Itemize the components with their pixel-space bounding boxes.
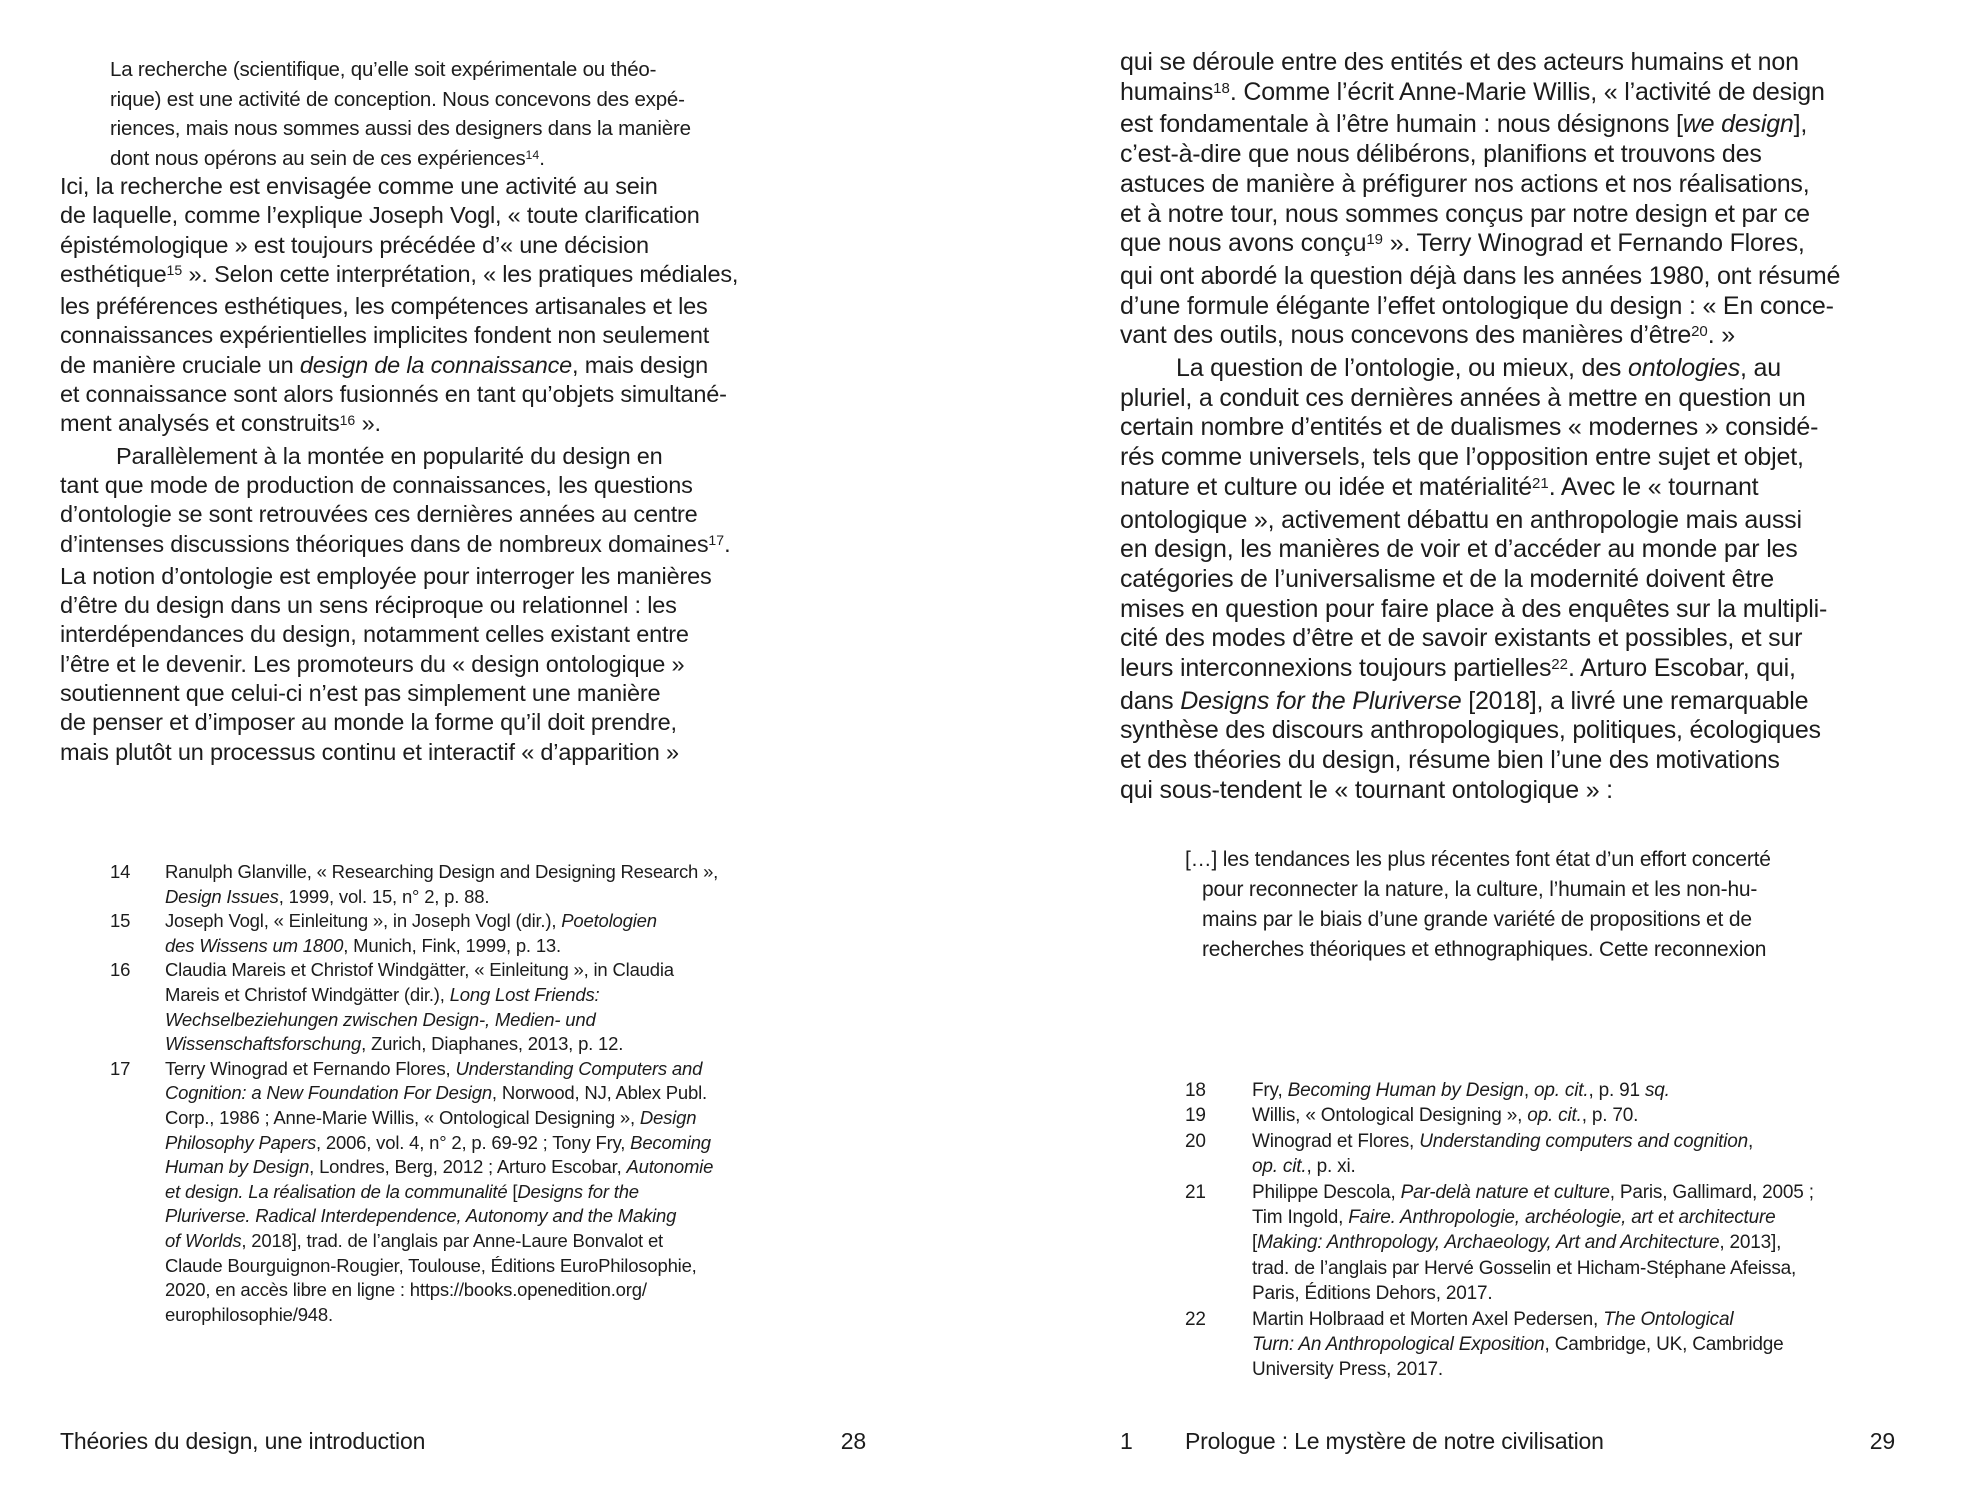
text-line: épistémologique » est toujours précédée d’« une décision	[60, 231, 649, 258]
text-line: Tim Ingold, Faire. Anthropologie, archéologie, art et architecture	[1252, 1207, 1776, 1229]
left-running-footer	[60, 1428, 866, 1455]
footnote-number: 17	[110, 1057, 131, 1079]
left-blockquote	[110, 55, 691, 176]
text-line: Terry Winograd et Fernando Flores, Understanding Computers and	[165, 1057, 703, 1079]
text-line: de laquelle, comme l’explique Joseph Vogl, « toute clarification	[60, 202, 700, 229]
text-line: Martin Holbraad et Morten Axel Pedersen, The Ontological	[1252, 1308, 1734, 1330]
footnote-text	[1252, 1078, 1814, 1103]
text-line: recherches théoriques et ethnographiques. Cette reconnexion	[1202, 938, 1767, 961]
text-line: Cognition: a New Foundation For Design, Norwood, NJ, Ablex Publ.	[165, 1082, 707, 1104]
text-line: esthétique$^{15}$ ». Selon cette interprétation, « les pratiques médiales,	[60, 260, 739, 287]
text-line: d’ontologie se sont retrouvées ces dernières années au centre	[60, 501, 698, 528]
left-running-title: Théories du design, une introduction	[60, 1428, 426, 1454]
footnote-number: 15	[110, 910, 131, 932]
footnote	[110, 958, 718, 1056]
footnote-text	[165, 909, 718, 958]
text-line: Pluriverse. Radical Interdependence, Autonomy and the Making	[165, 1205, 677, 1227]
text-line: pour reconnecter la nature, la culture, l’humain et les non-hu-	[1202, 878, 1758, 901]
text-line: Claudia Mareis et Christof Windgätter, « Einleitung », in Claudia	[165, 959, 674, 981]
text-line: et des théories du design, résume bien l’une des motivations	[1120, 746, 1780, 775]
text-line: Paris, Éditions Dehors, 2017.	[1252, 1283, 1493, 1305]
footnote	[1185, 1307, 1814, 1383]
text-line: et à notre tour, nous sommes conçus par notre design et par ce	[1120, 199, 1810, 228]
text-line: Philippe Descola, Par-delà nature et culture, Paris, Gallimard, 2005 ;	[1252, 1181, 1814, 1203]
text-line: Corp., 1986 ; Anne-Marie Willis, « Ontological Designing », Design	[165, 1106, 697, 1128]
text-line: ontologique », activement débattu en anthropologie mais aussi	[1120, 505, 1802, 534]
text-line: qui se déroule entre des entités et des acteurs humains et non	[1120, 48, 1799, 76]
text-line: l’être et le devenir. Les promoteurs du « design ontologique »	[60, 650, 685, 677]
text-line: pluriel, a conduit ces dernières années à mettre en question un	[1120, 383, 1806, 412]
text-line: mises en question pour faire place à des enquêtes sur la multipli-	[1120, 594, 1828, 623]
left-footnotes	[110, 860, 718, 1327]
text-line: op. cit., p. xi.	[1252, 1156, 1356, 1178]
text-line: Ici, la recherche est envisagée comme une activité au sein	[60, 173, 658, 199]
left-body-text	[60, 172, 738, 767]
footnote-text	[165, 860, 718, 909]
text-line: et connaissance sont alors fusionnés en tant qu’objets simultané-	[60, 381, 727, 408]
right-running-footer	[1120, 1428, 1895, 1455]
text-line: [Making: Anthropology, Archaeology, Art and Architecture, 2013],	[1252, 1232, 1782, 1254]
text-line: certain nombre d’entités et de dualismes « modernes » considé-	[1120, 413, 1819, 442]
footnote-text	[1252, 1180, 1814, 1307]
text-line: astuces de manière à préfigurer nos actions et nos réalisations,	[1120, 169, 1810, 198]
footnote-number: 20	[1185, 1130, 1206, 1152]
text-line: Joseph Vogl, « Einleitung », in Joseph Vogl (dir.), Poetologien	[165, 910, 657, 932]
text-line: cité des modes d’être et de savoir existants et possibles, et sur	[1120, 624, 1803, 653]
text-line: Wechselbeziehungen zwischen Design-, Medien- und	[165, 1008, 596, 1030]
text-line: Willis, « Ontological Designing », op. cit., p. 70.	[1252, 1105, 1639, 1127]
text-line: d’une formule élégante l’effet ontologique du design : « En conce-	[1120, 291, 1834, 320]
text-line: interdépendances du design, notamment celles existant entre	[60, 621, 689, 648]
text-line: Parallèlement à la montée en popularité du design en	[116, 442, 663, 469]
text-line: de manière cruciale un design de la connaissance, mais design	[60, 351, 709, 378]
text-line: of Worlds, 2018], trad. de l’anglais par Anne-Laure Bonvalot et	[165, 1229, 663, 1251]
footnote	[1185, 1180, 1814, 1307]
footnote	[110, 909, 718, 958]
text-line: University Press, 2017.	[1252, 1359, 1443, 1381]
footnote	[110, 860, 718, 909]
text-line: europhilosophie/948.	[165, 1303, 333, 1325]
text-line: leurs interconnexions toujours partielles$^{22}$. Arturo Escobar, qui,	[1120, 654, 1796, 683]
text-line: […] les tendances les plus récentes font état d’un effort concerté	[1185, 848, 1771, 871]
footnote	[110, 1057, 718, 1328]
text-line: Winograd et Flores, Understanding computers and cognition,	[1252, 1130, 1754, 1152]
footnote-number: 14	[110, 861, 131, 882]
text-line: Philosophy Papers, 2006, vol. 4, n° 2, p. 69-92 ; Tony Fry, Becoming	[165, 1131, 711, 1153]
text-line: Wissenschaftsforschung, Zurich, Diaphanes, 2013, p. 12.	[165, 1033, 624, 1055]
text-line: Turn: An Anthropological Exposition, Cambridge, UK, Cambridge	[1252, 1334, 1784, 1356]
footnote-text	[1252, 1307, 1814, 1383]
text-line: rique) est une activité de conception. Nous concevons des expé-	[110, 87, 685, 111]
text-line: qui sous-tendent le « tournant ontologique » :	[1120, 775, 1613, 804]
text-line: catégories de l’universalisme et de la modernité doivent être	[1120, 564, 1774, 593]
text-line: en design, les manières de voir et d’accéder au monde par les	[1120, 535, 1798, 564]
right-chapter-number: 1	[1120, 1428, 1133, 1454]
text-line: rés comme universels, tels que l’opposition entre sujet et objet,	[1120, 443, 1804, 472]
text-line: Claude Bourguignon-Rougier, Toulouse, Éditions EuroPhilosophie,	[165, 1254, 697, 1276]
text-line: La notion d’ontologie est employée pour interroger les manières	[60, 562, 712, 589]
footnote-text	[1252, 1129, 1814, 1180]
footnote	[1185, 1129, 1814, 1180]
text-line: qui ont abordé la question déjà dans les années 1980, ont résumé	[1120, 261, 1841, 290]
right-page-number: 29	[1869, 1428, 1895, 1454]
text-line: des Wissens um 1800, Munich, Fink, 1999, p. 13.	[165, 934, 561, 956]
right-blockquote	[1185, 845, 1771, 965]
text-line: d’intenses discussions théoriques dans de nombreux domaines$^{17}$.	[60, 530, 731, 557]
text-line: riences, mais nous sommes aussi des designers dans la manière	[110, 117, 691, 140]
right-footnotes	[1185, 1078, 1814, 1383]
text-line: dans Designs for the Pluriverse [2018], a livré une remarquable	[1120, 686, 1809, 715]
footnote-text	[165, 1057, 718, 1328]
text-line: soutiennent que celui-ci n’est pas simplement une manière	[60, 680, 661, 707]
text-line: d’être du design dans un sens réciproque ou relationnel : les	[60, 592, 677, 619]
text-line: dont nous opérons au sein de ces expériences$^{14}$.	[110, 146, 545, 170]
text-line: et design. La réalisation de la communalité [Designs for the	[165, 1180, 639, 1202]
text-line: Fry, Becoming Human by Design, op. cit., p. 91 sq.	[1252, 1080, 1670, 1101]
right-body-text	[1120, 48, 1840, 806]
text-line: connaissances expérientielles implicites fondent non seulement	[60, 322, 710, 349]
footnote	[1185, 1078, 1814, 1103]
text-line: mains par le biais d’une grande variété de propositions et de	[1202, 908, 1752, 931]
footnote-text	[165, 958, 718, 1056]
text-line: Human by Design, Londres, Berg, 2012 ; Arturo Escobar, Autonomie	[165, 1156, 714, 1178]
text-line: humains$^{18}$. Comme l’écrit Anne-Marie Willis, « l’activité de design	[1120, 77, 1825, 106]
text-line: trad. de l’anglais par Hervé Gosselin et Hicham-Stéphane Afeissa,	[1252, 1257, 1797, 1279]
text-line: La recherche (scientifique, qu’elle soit expérimentale ou théo-	[110, 58, 657, 81]
text-line: tant que mode de production de connaissances, les questions	[60, 471, 693, 498]
footnote-number: 19	[1185, 1105, 1206, 1127]
text-line: Ranulph Glanville, « Researching Design and Designing Research »,	[165, 861, 719, 882]
text-line: est fondamentale à l’être humain : nous désignons [we design],	[1120, 110, 1808, 139]
right-running-title: Prologue : Le mystère de notre civilisation	[1185, 1428, 1604, 1454]
footnote-number: 22	[1185, 1308, 1206, 1330]
text-line: mais plutôt un processus continu et interactif « d’apparition »	[60, 738, 679, 765]
text-line: 2020, en accès libre en ligne : https://books.openedition.org/	[165, 1279, 647, 1301]
text-line: que nous avons conçu$^{19}$ ». Terry Winograd et Fernando Flores,	[1120, 229, 1805, 258]
footnote-number: 18	[1185, 1080, 1206, 1101]
text-line: vant des outils, nous concevons des manières d’être$^{20}$. »	[1120, 321, 1736, 350]
text-line: de penser et d’imposer au monde la forme qu’il doit prendre,	[60, 709, 677, 736]
text-line: Design Issues, 1999, vol. 15, n° 2, p. 88.	[165, 885, 490, 907]
text-line: La question de l’ontologie, ou mieux, des ontologies, au	[1176, 354, 1781, 383]
text-line: synthèse des discours anthropologiques, politiques, écologiques	[1120, 716, 1821, 745]
text-line: c’est-à-dire que nous délibérons, planifions et trouvons des	[1120, 140, 1762, 169]
footnote	[1185, 1103, 1814, 1128]
text-line: Mareis et Christof Windgätter (dir.), Long Lost Friends:	[165, 983, 600, 1005]
footnote-text	[1252, 1103, 1814, 1128]
footnote-number: 21	[1185, 1181, 1206, 1203]
left-page-number: 28	[840, 1428, 866, 1454]
text-line: nature et culture ou idée et matérialité$^{21}$. Avec le « tournant	[1120, 472, 1759, 501]
footnote-number: 16	[110, 959, 131, 981]
text-line: les préférences esthétiques, les compétences artisanales et les	[60, 293, 708, 320]
text-line: ment analysés et construits$^{16}$ ».	[60, 410, 381, 437]
